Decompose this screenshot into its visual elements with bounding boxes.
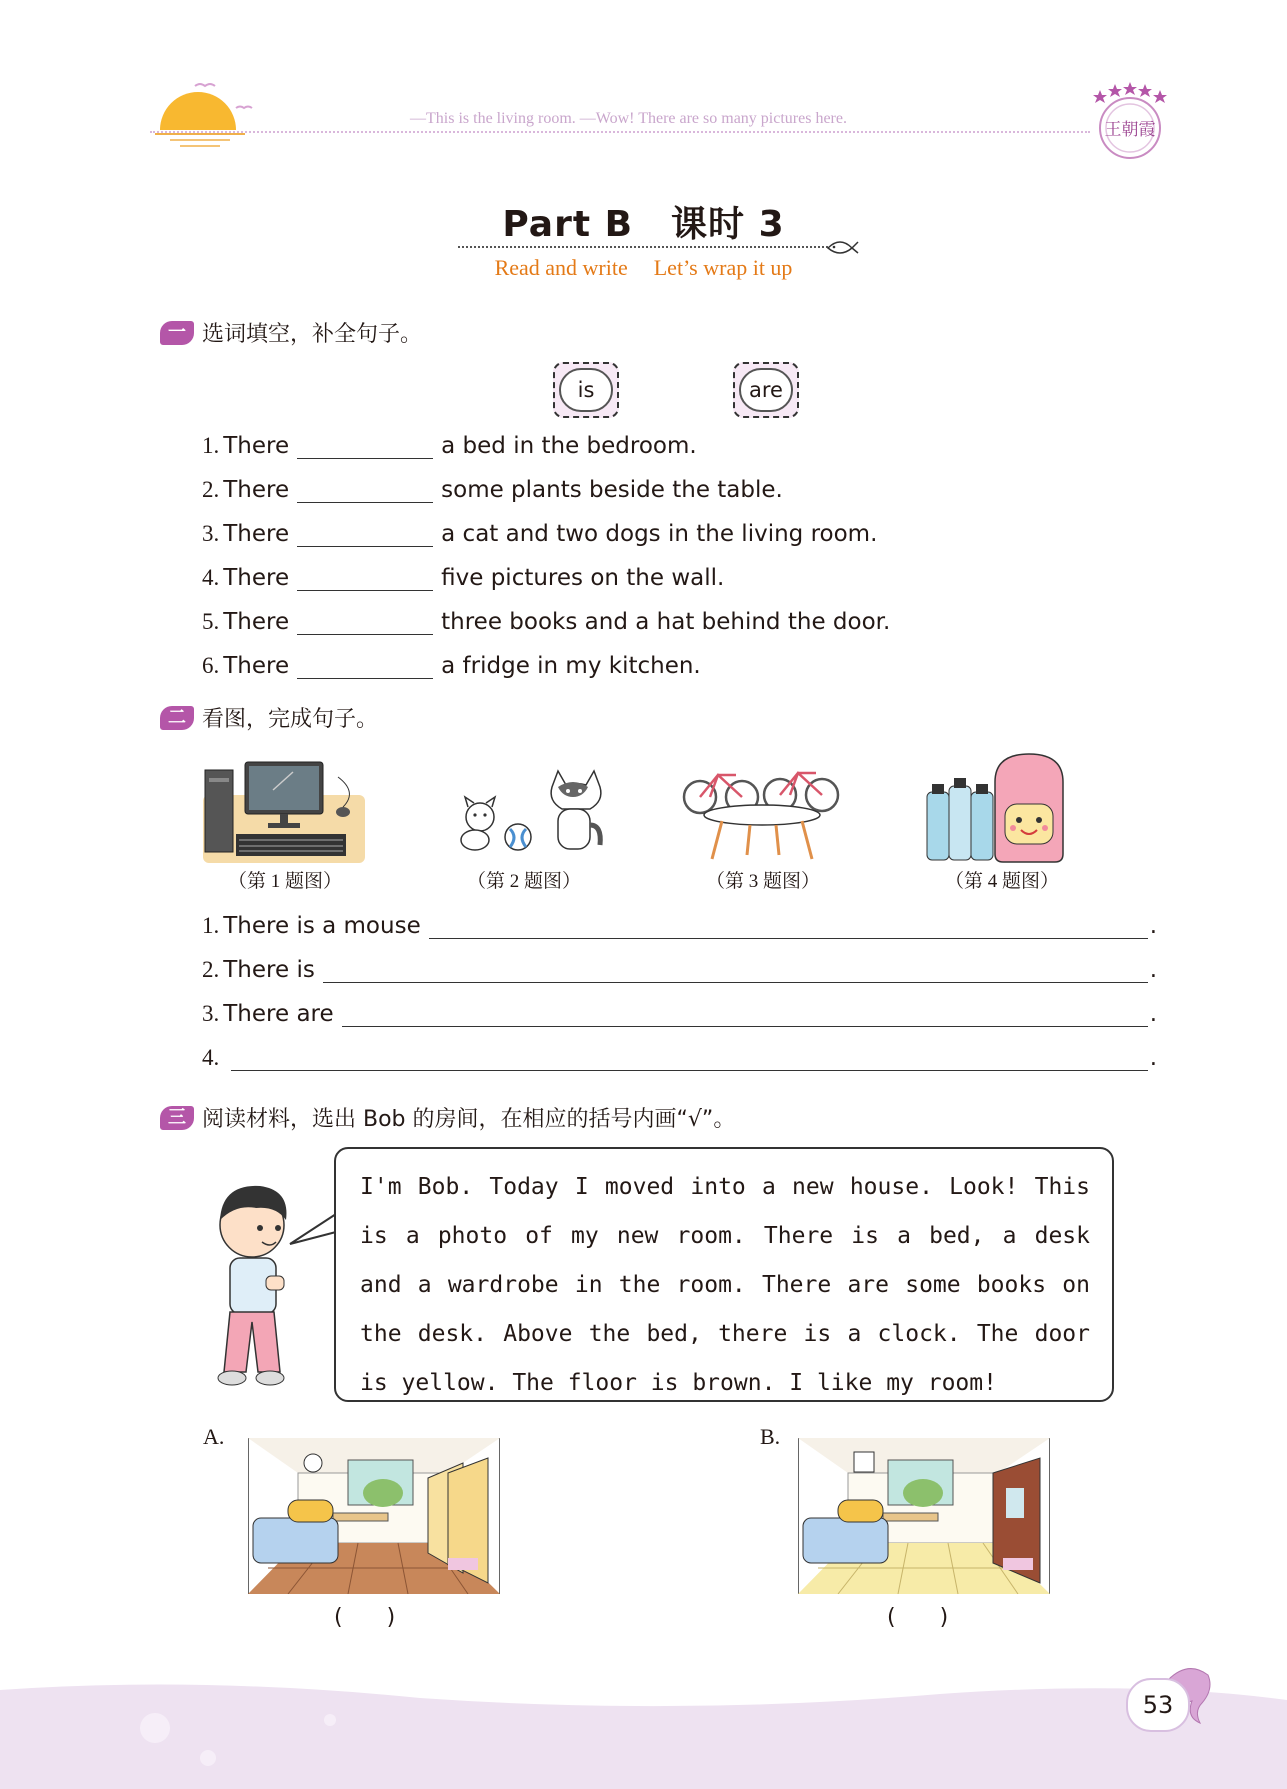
- period: .: [1149, 913, 1157, 939]
- answer-blank[interactable]: [297, 432, 433, 459]
- s1-item-5: [202, 608, 890, 635]
- period: .: [1149, 1045, 1157, 1071]
- page-subtitle: [0, 255, 1287, 281]
- s1-item-6: [202, 652, 701, 679]
- cat-dog-picture: [440, 765, 605, 865]
- item-start: There: [223, 565, 290, 591]
- brand-logo-icon: [1085, 78, 1175, 168]
- item-start: There: [223, 521, 290, 547]
- item-number: 4.: [202, 1045, 220, 1070]
- caption-pic-2: （第 2 题图）: [466, 871, 581, 892]
- caption-pic-1: （第 1 题图）: [227, 871, 342, 892]
- bikes-table-picture: [680, 755, 845, 865]
- item-number: 2.: [202, 477, 220, 502]
- item-number: 3.: [202, 521, 220, 546]
- option-a-label: A.: [203, 1424, 225, 1449]
- caption-pic-3: （第 3 题图）: [705, 871, 820, 892]
- item-number: 3.: [202, 1001, 220, 1026]
- option-b-answer[interactable]: ( ): [887, 1605, 949, 1630]
- item-start: There: [223, 433, 290, 459]
- item-start: There is a mouse: [223, 913, 421, 939]
- section1-instruction: 选词填空，补全句子。: [202, 322, 423, 347]
- room-a-picture: [248, 1438, 500, 1594]
- section3-instruction: 阅读材料，选出 Bob 的房间，在相应的括号内画“√”。: [202, 1107, 736, 1132]
- answer-blank[interactable]: [297, 564, 433, 591]
- title-lesson: 课时 3: [671, 204, 785, 245]
- footer-wave: [0, 1680, 1287, 1789]
- item-number: 6.: [202, 653, 220, 678]
- item-number: 4.: [202, 565, 220, 590]
- item-start: There: [223, 609, 290, 635]
- answer-line[interactable]: [429, 912, 1148, 939]
- page-title: [0, 196, 1287, 247]
- reading-passage: I'm Bob. Today I moved into a new house. Look! This is a photo of my new room. There is a bed, a desk and a wardrobe in the room. There are some books on the desk. Above the bed, there is a clock. The door is yellow. The floor is brown. I like my room!: [360, 1174, 1090, 1396]
- s2-item-4: [202, 1044, 1157, 1071]
- s2-item-1: [202, 912, 1157, 939]
- room-b-picture: [798, 1438, 1050, 1594]
- section1-badge: 一: [160, 321, 194, 345]
- sunset-icon: [150, 78, 260, 153]
- header-slogan: —This is the living room. —Wow! There are so many pictures here.: [410, 110, 847, 127]
- bubble-tail: [288, 1210, 338, 1250]
- s1-item-1: [202, 432, 697, 459]
- svg-text:王朝霞: 王朝霞: [1104, 120, 1156, 140]
- s1-item-3: [202, 520, 877, 547]
- title-part: Part B: [502, 204, 634, 245]
- word-are: are: [749, 378, 783, 402]
- s2-item-2: [202, 956, 1157, 983]
- bottles-backpack-picture: [925, 752, 1070, 864]
- item-end: three books and a hat behind the door.: [441, 609, 891, 635]
- item-number: 2.: [202, 957, 220, 982]
- item-number: 5.: [202, 609, 220, 634]
- item-number: 1.: [202, 913, 220, 938]
- item-end: a bed in the bedroom.: [441, 433, 697, 459]
- computer-picture: [203, 760, 368, 865]
- section3-heading: [160, 1102, 735, 1133]
- s1-item-2: [202, 476, 783, 503]
- answer-blank[interactable]: [297, 476, 433, 503]
- bob-character-icon: [200, 1180, 300, 1390]
- answer-line[interactable]: [231, 1044, 1147, 1071]
- subtitle-wrap-up: Let’s wrap it up: [653, 255, 793, 280]
- word-is: is: [577, 378, 595, 402]
- section2-badge: 二: [160, 706, 194, 730]
- caption-pic-4: （第 4 题图）: [944, 871, 1059, 892]
- item-number: 1.: [202, 433, 220, 458]
- period: .: [1149, 1001, 1157, 1027]
- page-number: 53: [1126, 1678, 1190, 1732]
- option-b-label: B.: [760, 1424, 781, 1449]
- section2-instruction: 看图，完成句子。: [202, 707, 379, 732]
- item-start: There: [223, 653, 290, 679]
- word-option-is: [553, 362, 619, 418]
- answer-blank[interactable]: [297, 608, 433, 635]
- item-end: a cat and two dogs in the living room.: [441, 521, 878, 547]
- section3-badge: 三: [160, 1106, 194, 1130]
- subtitle-read-write: Read and write: [494, 255, 628, 280]
- period: .: [1149, 957, 1157, 983]
- fish-icon: [826, 236, 860, 256]
- header-divider: [150, 131, 1090, 133]
- item-end: some plants beside the table.: [441, 477, 783, 503]
- section2-heading: [160, 702, 378, 733]
- item-end: a fridge in my kitchen.: [441, 653, 701, 679]
- item-start: There are: [223, 1001, 334, 1027]
- s1-item-4: [202, 564, 724, 591]
- word-option-are: [733, 362, 799, 418]
- title-underline: [458, 246, 828, 248]
- answer-line[interactable]: [342, 1000, 1148, 1027]
- item-start: There: [223, 477, 290, 503]
- section1-heading: [160, 317, 422, 348]
- answer-blank[interactable]: [297, 652, 433, 679]
- answer-line[interactable]: [323, 956, 1148, 983]
- option-a-answer[interactable]: ( ): [334, 1605, 396, 1630]
- item-end: five pictures on the wall.: [441, 565, 725, 591]
- item-start: There is: [223, 957, 315, 983]
- answer-blank[interactable]: [297, 520, 433, 547]
- s2-item-3: [202, 1000, 1157, 1027]
